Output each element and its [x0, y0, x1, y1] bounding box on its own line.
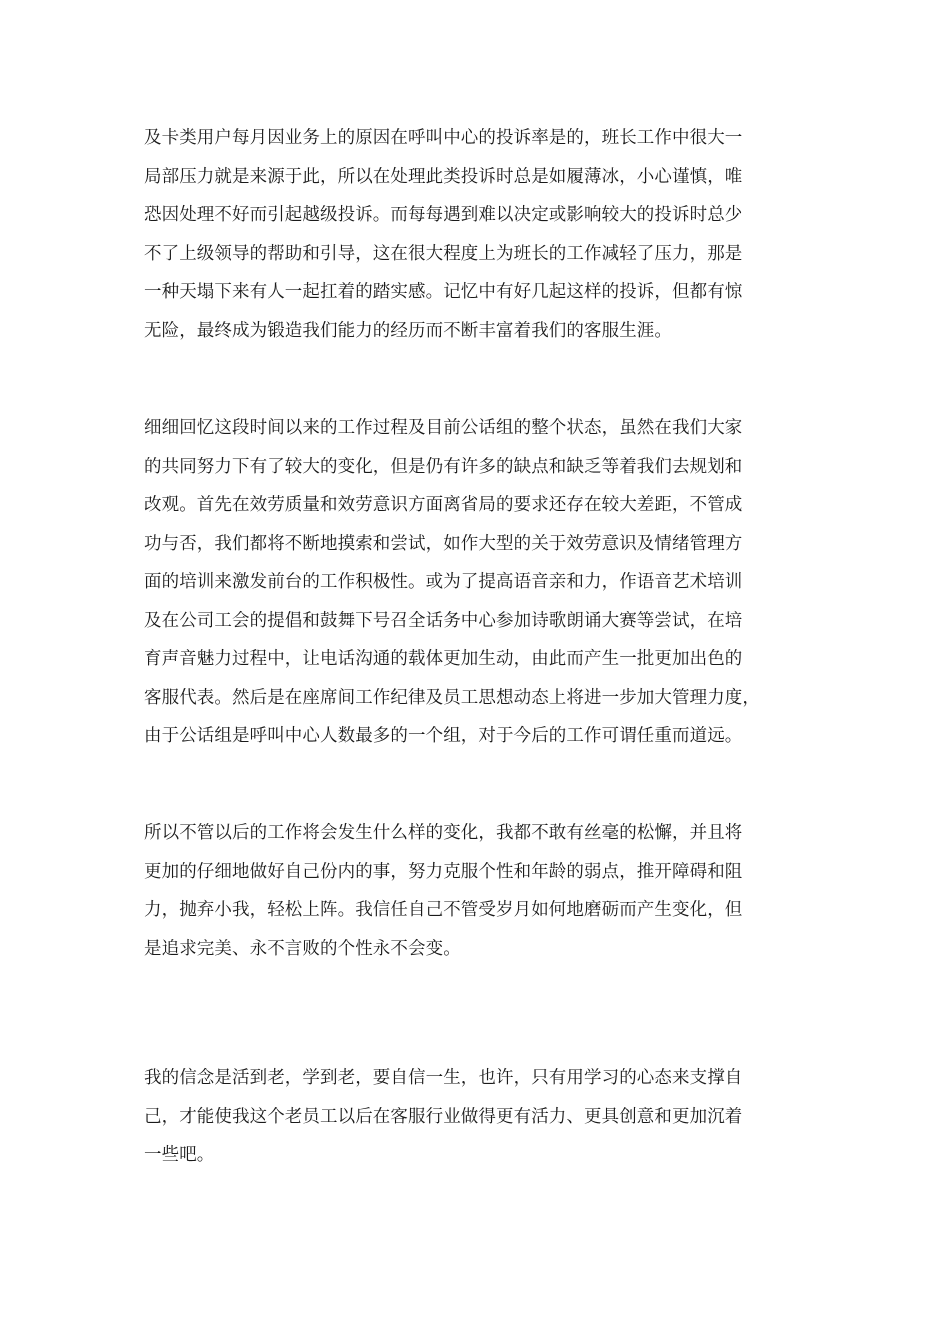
text-line: 己，才能使我这个老员工以后在客服行业做得更有活力、更具创意和更加沉着: [144, 1106, 743, 1127]
paragraph-belief: [144, 1059, 806, 1175]
text-line: 无险，最终成为锻造我们能力的经历而不断丰富着我们的客服生涯。: [144, 320, 672, 341]
text-line: 局部压力就是来源于此，所以在处理此类投诉时总是如履薄冰，小心谨慎，唯: [144, 166, 743, 187]
text-line: 我的信念是活到老，学到老，要自信一生，也许，只有用学习的心态来支撑自: [144, 1068, 743, 1088]
paragraph-commitment: [144, 814, 806, 968]
text-line: 一些吧。: [144, 1145, 215, 1165]
text-line: 所以不管以后的工作将会发生什么样的变化，我都不敢有丝毫的松懈，并且将: [144, 823, 743, 843]
text-line: 力，抛弃小我，轻松上阵。我信任自己不管受岁月如何地磨砺而产生变化，但: [144, 900, 743, 920]
text-line: 恐因处理不好而引起越级投诉。而每每遇到难以决定或影响较大的投诉时总少: [144, 205, 743, 225]
text-line: 不了上级领导的帮助和引导，这在很大程度上为班长的工作减轻了压力，那是: [144, 243, 743, 264]
text-line: 改观。首先在效劳质量和效劳意识方面离省局的要求还存在较大差距，不管成: [144, 495, 743, 515]
text-line: 由于公话组是呼叫中心人数最多的一个组，对于今后的工作可谓任重而道远。: [144, 726, 743, 746]
text-line: 客服代表。然后是在座席间工作纪律及员工思想动态上将进一步加大管理力度，: [144, 687, 760, 708]
text-line: 是追求完美、永不言败的个性永不会变。: [144, 938, 461, 959]
text-line: 一种天塌下来有人一起扛着的踏实感。记忆中有好几起这样的投诉，但都有惊: [144, 282, 743, 302]
text-line: 育声音魅力过程中，让电话沟通的载体更加生动，由此而产生一批更加出色的: [144, 649, 743, 669]
paragraph-complaint-pressure: [144, 119, 806, 350]
paragraph-work-review: [144, 409, 806, 756]
text-line: 更加的仔细地做好自己份内的事，努力克服个性和年龄的弱点，推开障碍和阻: [144, 861, 743, 882]
text-line: 细细回忆这段时间以来的工作过程及目前公话组的整个状态，虽然在我们大家: [144, 418, 743, 438]
text-line: 及卡类用户每月因业务上的原因在呼叫中心的投诉率是的，班长工作中很大一: [144, 128, 743, 148]
text-line: 功与否，我们都将不断地摸索和尝试，如作大型的关于效劳意识及情绪管理方: [144, 533, 743, 554]
text-line: 及在公司工会的提倡和鼓舞下号召全话务中心参加诗歌朗诵大赛等尝试，在培: [144, 610, 743, 631]
text-line: 的共同努力下有了较大的变化，但是仍有许多的缺点和缺乏等着我们去规划和: [144, 456, 743, 477]
text-line: 面的培训来激发前台的工作积极性。或为了提高语音亲和力，作语音艺术培训: [144, 572, 743, 592]
